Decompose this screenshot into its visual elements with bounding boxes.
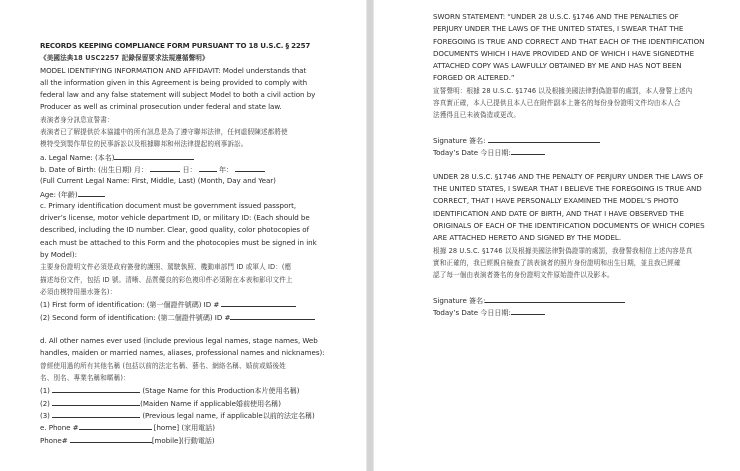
id-intro-cn-line: 描述每份文件，包括 ID 號。清晰、品質優良的彩色複印件必須附在本表和影印文件上 — [40, 275, 293, 284]
phone-home-field[interactable] — [79, 421, 152, 430]
model-signature-row — [433, 134, 703, 146]
phone-mobile-row — [40, 434, 310, 446]
dob-year-label: 年： — [218, 164, 234, 174]
producer-line: THE UNITED STATES, I SWEAR THAT I BELIEVE THE FOREGOING IS TRUE AND — [433, 184, 702, 194]
model-signature-field[interactable] — [488, 134, 600, 143]
id-second-row — [40, 311, 310, 323]
producer-cn-line: 認了每一個由表演者簽名的身份證明文件原始證件以及影本。 — [433, 271, 614, 280]
dob-year-field[interactable] — [235, 163, 265, 172]
phone-home-hint: [home] (家用電話) — [151, 423, 215, 433]
other-name-number: (2) — [40, 398, 50, 408]
previous-legal-name-field[interactable] — [52, 409, 140, 418]
id-first-row — [40, 298, 310, 310]
producer-line: UNDER 28 U.S.C. §1746 AND THE PENALTY OF PERJURY UNDER THE LAWS OF — [433, 171, 704, 181]
sworn-cn-line: 法獲得且已未被偽造或更改。 — [433, 111, 521, 120]
page-gutter — [366, 0, 374, 471]
model-date-field[interactable] — [511, 146, 545, 155]
other-names-intro-line: handles, maiden or married names, aliases, professional names and nicknames): — [40, 348, 325, 358]
sworn-line: ATTACHED COPY WAS LAWFULLY OBTAINED BY ME AND HAS NOT BEEN — [433, 61, 682, 71]
intro-cn-line: 表演者身分訊息宣誓書： — [40, 115, 114, 124]
producer-cn-line: 實和正確的，我已經親自檢查了該表演者的照片身份證明和出生日期，並且我已經確 — [433, 258, 681, 267]
sworn-cn-line: 宣誓聲明：根據 28 U.S.C. §1746 以及根據美國法律對偽證罪的處罰，本人發誓上述內 — [433, 86, 693, 95]
id-intro-line: each must be attached to this Form and the photocopies must be signed in ink — [40, 237, 317, 247]
page-left-content — [40, 40, 325, 446]
sworn-cn-line: 容真實正確，本人已提供且本人已在附件副本上簽名的每份身份證明文件均由本人合 — [433, 99, 681, 108]
dob-row — [40, 163, 310, 175]
intro-cn-line: 表演者已了解提供於本協議中的所有訊息是為了遵守聯邦法律，任何虛假陳述都將使 — [40, 128, 288, 137]
intro-line: MODEL IDENTIFYING INFORMATION AND AFFIDAVIT: Model understands that — [40, 65, 307, 75]
id-intro-line: described, including the ID number. Clear, good quality, color photocopies of — [40, 225, 310, 235]
other-name-row-2 — [40, 397, 310, 409]
dob-day-label: 日： — [182, 164, 197, 174]
producer-signature-field[interactable] — [485, 294, 625, 303]
model-date-row — [433, 146, 703, 158]
producer-date-row — [433, 306, 703, 318]
dob-hint: (Full Current Legal Name: First, Middle, Last) (Month, Day and Year) — [40, 176, 276, 186]
phone-mobile-field[interactable] — [70, 434, 152, 443]
phone-home-label: e. Phone # — [40, 423, 79, 433]
producer-cn-line: 根據 28 U.S.C. §1746 以及根據美國法律對偽證罪的處罰，我發誓我相信上述內容是真 — [433, 246, 693, 255]
other-name-hint: (Maiden Name if applicable婚前使用名稱) — [140, 398, 281, 408]
other-name-row-1 — [40, 384, 310, 396]
other-name-hint: (Stage Name for this Production本片使用名稱) — [140, 386, 300, 396]
sworn-line: SWORN STATEMENT: “UNDER 28 U.S.C. §1746 AND THE PENALTIES OF — [433, 12, 679, 21]
form-title-cn: 《美國法典18 USC2257 記錄保留要求法規遵循聲明》 — [40, 54, 209, 63]
other-names-cn-line: 曾經使用過的所有其他名稱 (包括以前的法定名稱、藝名、網絡名稱、婚前或婚後姓 — [40, 361, 286, 370]
legal-name-label: a. Legal Name: (本名) — [40, 152, 115, 162]
dob-day-field[interactable] — [199, 163, 217, 172]
age-field[interactable] — [78, 188, 105, 197]
id-intro-cn-line: 主要身份證明文件必須是政府簽發的護照、駕駛執照、機動車部門 ID 或軍人 ID：(應 — [40, 263, 292, 272]
stage-name-field[interactable] — [52, 384, 140, 393]
id-intro-line: driver’s license, motor vehicle department ID, or military ID: (Each should be — [40, 213, 310, 223]
sworn-line: FOREGOING IS TRUE AND CORRECT AND THAT EACH OF THE IDENTIFICATION — [433, 36, 705, 46]
producer-line: ORIGINALS OF EACH OF THE IDENTIFICATION DOCUMENTS OF WHICH COPIES — [433, 221, 705, 231]
id-intro-line: by Model): — [40, 250, 77, 260]
dob-month-field[interactable] — [150, 163, 180, 172]
form-title: RECORDS KEEPING COMPLIANCE FORM PURSUANT TO 18 U.S.C. § 2257 — [40, 41, 311, 50]
sworn-line: FORGED OR ALTERED.” — [433, 73, 515, 83]
legal-name-field[interactable] — [114, 151, 194, 160]
other-names-intro-line: d. All other names ever used (include previous legal names, stage names, Web — [40, 336, 318, 346]
age-row — [40, 188, 310, 200]
phone-home-row — [40, 421, 310, 433]
sworn-line: DOCUMENTS WHICH I HAVE PROVIDED AND OF WHICH I HAVE SIGNEDTHE — [433, 48, 695, 58]
id-first-field[interactable] — [221, 298, 296, 307]
producer-line: ARE ATTACHED HERETO AND SIGNED BY THE MODEL. — [433, 233, 622, 243]
id-second-label: (2) Second form of identification: (第二個證件號碼) ID # — [40, 312, 231, 322]
document-page-right — [374, 0, 740, 471]
other-name-number: (3) — [40, 410, 50, 420]
model-signature-label: Signature 簽名: — [433, 135, 486, 145]
other-name-hint: (Previous legal name, if applicable以前的法定名稱) — [140, 410, 315, 420]
other-name-row-3 — [40, 409, 315, 421]
producer-date-field[interactable] — [511, 306, 545, 315]
id-first-label: (1) First form of identification: (第一個證件號碼) ID # — [40, 300, 220, 310]
other-names-cn-line: 名、別名、專業名稱和暱稱)： — [40, 374, 130, 383]
phone-mobile-hint: [mobile](行動電話) — [151, 435, 215, 445]
producer-signature-row — [433, 294, 703, 306]
phone-mobile-label: Phone# — [40, 435, 68, 445]
maiden-name-field[interactable] — [52, 397, 140, 406]
model-date-label: Today’s Date 今日日期: — [433, 148, 511, 158]
id-intro-cn-line: 必須由模特用墨水簽名)： — [40, 287, 117, 296]
intro-line: federal law and any false statement will subject Model to both a civil action by — [40, 90, 316, 100]
intro-line: all the information given in this Agreement is being provided to comply with — [40, 77, 308, 87]
legal-name-row — [40, 151, 310, 163]
producer-line: IDENTIFICATION AND DATE OF BIRTH, AND THAT I HAVE OBSERVED THE — [433, 208, 684, 218]
producer-signature-label: Signature 簽名: — [433, 295, 486, 305]
document-page-left — [0, 0, 366, 471]
other-name-number: (1) — [40, 386, 50, 396]
intro-cn-line: 模特受到製作單位的民事訴訟以及根據聯邦和州法律提起的刑事訴訟。 — [40, 140, 248, 149]
id-second-field[interactable] — [230, 311, 315, 320]
producer-line: CORRECT, THAT I HAVE PERSONALLY EXAMINED THE MODEL’S PHOTO — [433, 196, 679, 206]
age-label: Age: (年齡) — [40, 189, 78, 199]
sworn-line: PERJURY UNDER THE LAWS OF THE UNITED STATES, I SWEAR THAT THE — [433, 24, 684, 34]
dob-label: b. Date of Birth: (出生日期) 月： — [40, 164, 148, 174]
id-intro-line: c. Primary identification document must be government issued passport, — [40, 200, 297, 210]
page-right-content — [433, 11, 703, 318]
producer-date-label: Today’s Date 今日日期: — [433, 308, 511, 318]
intro-line: Producer as well as criminal prosecution under federal and state law. — [40, 102, 282, 112]
